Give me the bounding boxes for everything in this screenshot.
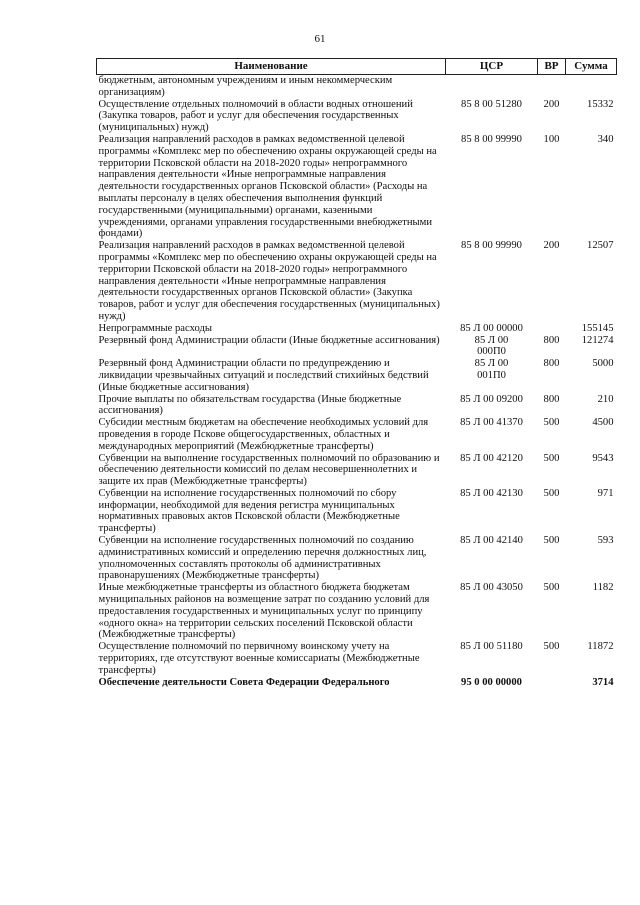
row-sum-cell: 593 [597, 535, 614, 547]
row-csr-cell: 85 Л 00 51180 [460, 641, 523, 653]
row-vr-cell [538, 75, 566, 99]
row-sum-cell: 340 [597, 133, 614, 145]
row-csr-cell: 85 Л 00 43050 [460, 582, 523, 594]
row-vr-cell: 500 [543, 452, 560, 464]
row-sum-cell: 155145 [581, 322, 614, 334]
table-row [97, 335, 617, 359]
row-sum-cell: 121274 [581, 334, 614, 346]
row-csr-cell: 85 Л 00 001П0 [474, 358, 509, 381]
row-csr-cell: 85 Л 00 42140 [460, 535, 523, 547]
row-name-cell: Субвенции на выполнение государственных полномочий по образованию и обеспечению деятельности комиссий по делам несовершеннолетних и защите их прав (Межбюджетные трансферты) [98, 452, 440, 488]
row-vr-cell: 800 [543, 334, 560, 346]
page-number: 61 [314, 33, 326, 45]
row-name-cell: Осуществление отдельных полномочий в области водных отношений (Закупка товаров, работ и услуг для обеспечения государственных (муниципальных) нужд) [98, 98, 413, 134]
row-sum-cell [566, 75, 617, 99]
table-row [97, 677, 617, 689]
row-name-cell: Осуществление полномочий по первичному воинскому учету на территориях, где отсутствуют военные комиссариаты (Межбюджетные трансферты) [98, 641, 420, 676]
table-row [97, 75, 617, 99]
row-csr-cell [446, 75, 538, 99]
row-sum-cell: 11872 [587, 641, 614, 653]
row-vr-cell: 500 [543, 487, 560, 499]
row-csr-cell: 85 Л 00 000П0 [474, 334, 509, 358]
row-csr-cell: 85 Л 00 00000 [460, 322, 523, 334]
table-header-row [97, 59, 617, 75]
row-sum-cell: 971 [597, 487, 614, 499]
budget-table [96, 58, 617, 688]
row-vr-cell: 200 [543, 240, 560, 252]
row-vr-cell: 500 [543, 582, 560, 594]
table-row [97, 134, 617, 240]
table-body [97, 75, 617, 689]
row-name-cell: Субвенции на исполнение государственных полномочий по сбору информации, необходимой для ведения регистра муниципальных нормативных правовых актов Псковской области (Межбюджетные трансферты) [98, 487, 400, 535]
row-vr-cell [538, 323, 566, 335]
row-vr-cell: 200 [543, 98, 560, 110]
row-vr-cell: 800 [543, 358, 560, 370]
row-sum-cell: 9543 [592, 452, 614, 464]
row-sum-cell: 1182 [592, 582, 614, 594]
table-row [97, 535, 617, 582]
row-csr-cell: 85 Л 00 41370 [460, 417, 523, 429]
table-row [97, 453, 617, 488]
table-row [97, 323, 617, 335]
row-sum-cell: 12507 [587, 240, 614, 252]
row-csr-cell: 85 8 00 99990 [461, 240, 522, 252]
row-vr-cell: 500 [543, 641, 560, 653]
row-name-cell: Обеспечение деятельности Совета Федерации Федерального [98, 676, 390, 688]
row-vr-cell: 100 [543, 133, 560, 145]
row-name-cell: бюджетным, автономным учреждениям и иным некоммерческим организациям) [98, 75, 393, 98]
row-name-cell: Реализация направлений расходов в рамках ведомственной целевой программы «Комплекс мер по обеспечению охраны окружающей среды на территории Псковской области на 2018-2020 годы» непрограммного направления деятельности «Иные непрограммные направления деятельности государственных органов Псковской области» (Закупка товаров, работ и услуг для обеспечения государственных (муниципальных) нужд) [98, 240, 440, 322]
row-name-cell: Резервный фонд Администрации области (Иные бюджетные ассигнования) [98, 334, 440, 346]
row-csr-cell: 85 Л 00 09200 [460, 393, 523, 405]
table-row [97, 417, 617, 452]
row-csr-cell: 85 Л 00 42130 [460, 487, 523, 499]
table-row [97, 641, 617, 676]
table-row [97, 240, 617, 323]
table-row [97, 582, 617, 641]
row-sum-cell: 5000 [592, 358, 614, 370]
row-sum-cell: 3714 [592, 676, 614, 688]
row-name-cell: Иные межбюджетные трансферты из областного бюджета бюджетам муниципальных районов на возмещение затрат по созданию условий для предоставления государственных и муниципальных услуг по принципу «одного окна» на территории сельских поселений Псковской области (Межбюджетные трансферты) [98, 582, 430, 641]
header-name: Наименование [97, 59, 446, 75]
row-name-cell: Резервный фонд Администрации области по предупреждению и ликвидации чрезвычайных ситуаций и последствий стихийных бедствий (Иные бюджетные ассигнования) [98, 358, 429, 393]
header-csr: ЦСР [446, 59, 538, 75]
row-name-cell: Субвенции на исполнение государственных полномочий по созданию административных комиссий и определению перечня должностных лиц, уполномоченных составлять протоколы об административных правонарушениях (Межбюджетные трансферты) [98, 535, 427, 582]
row-vr-cell: 500 [543, 417, 560, 429]
row-vr-cell [538, 677, 566, 689]
table-row [97, 358, 617, 393]
row-name-cell: Субсидии местным бюджетам на обеспечение необходимых условий для проведения в городе Пскове общегосударственных, областных и международных мероприятий (Межбюджетные трансферты) [98, 417, 429, 452]
row-vr-cell: 500 [543, 535, 560, 547]
row-csr-cell: 85 8 00 51280 [461, 98, 522, 110]
row-name-cell: Прочие выплаты по обязательствам государства (Иные бюджетные ассигнования) [98, 393, 402, 417]
header-vr: ВР [538, 59, 566, 75]
header-sum: Сумма [566, 59, 617, 75]
row-sum-cell: 4500 [592, 417, 614, 429]
row-csr-cell: 95 0 00 00000 [461, 676, 522, 688]
row-vr-cell: 800 [543, 393, 560, 405]
table-row [97, 488, 617, 535]
table-row [97, 394, 617, 418]
row-sum-cell: 15332 [587, 98, 614, 110]
row-name-cell: Непрограммные расходы [98, 322, 212, 334]
row-sum-cell: 210 [597, 393, 614, 405]
row-csr-cell: 85 8 00 99990 [461, 133, 522, 145]
table-row [97, 99, 617, 134]
row-name-cell: Реализация направлений расходов в рамках ведомственной целевой программы «Комплекс мер по обеспечению охраны окружающей среды на территории Псковской области на 2018-2020 годы» непрограммного направления деятельности «Иные непрограммные направления деятельности государственных органов Псковской области» (Расходы на выплаты персоналу в целях обеспечения выполнения функций государственными (муниципальными) органами, казенными учреждениями, органами управления государственными внебюджетными фондами) [98, 133, 437, 240]
row-csr-cell: 85 Л 00 42120 [460, 452, 523, 464]
